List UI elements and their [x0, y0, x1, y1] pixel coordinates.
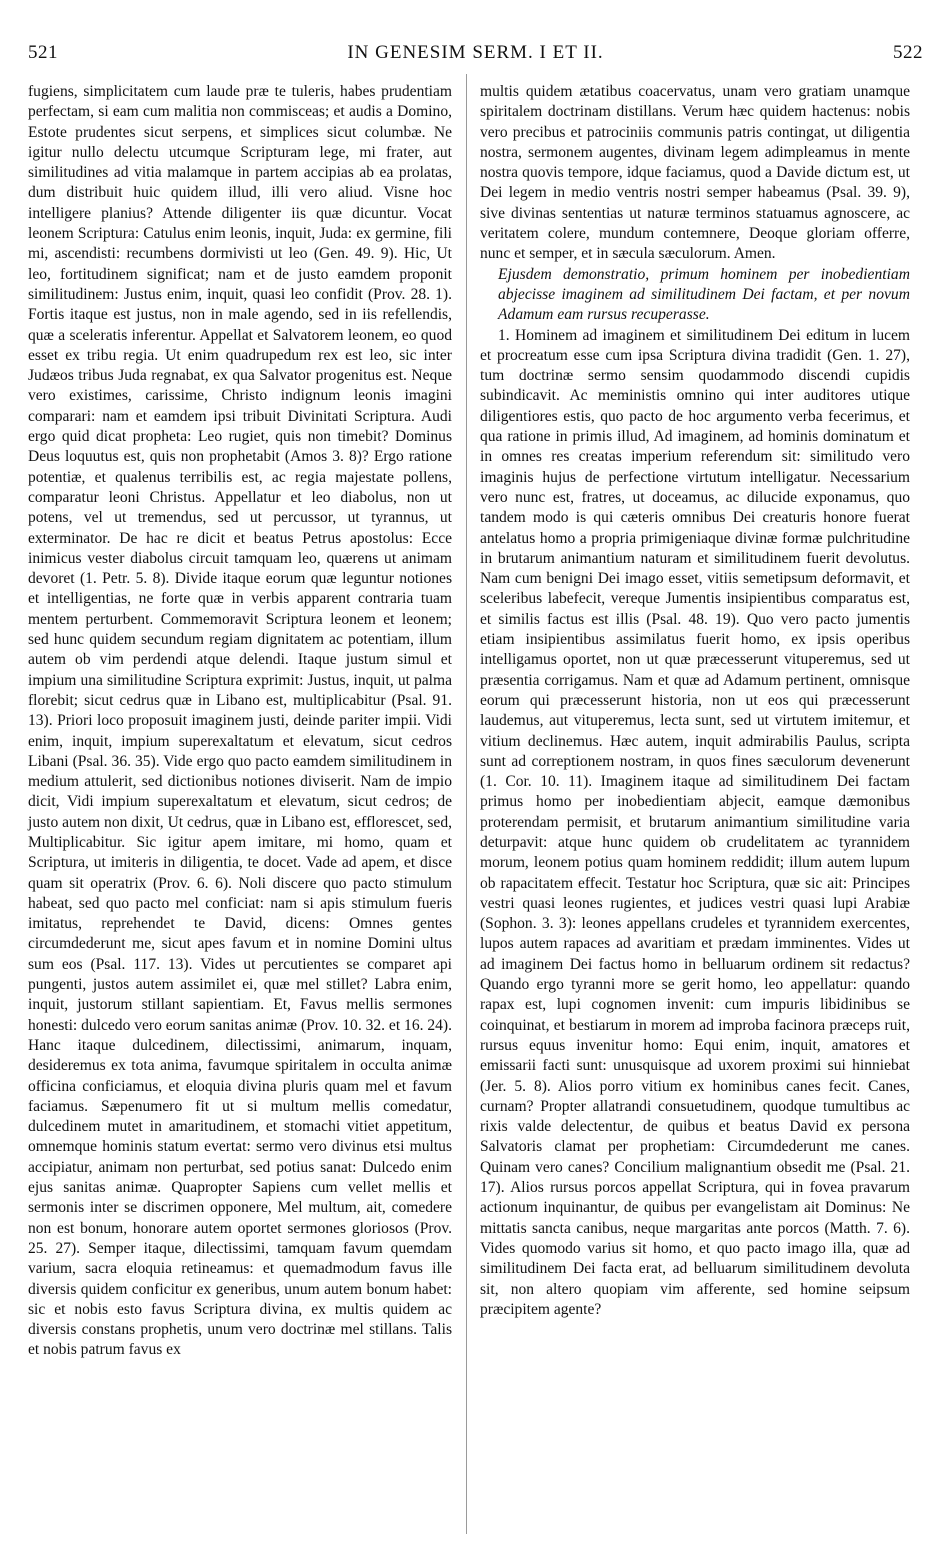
left-column — [28, 82, 452, 1361]
section-heading: Ejusdem demonstratio, primum hominem per inobedientiam abjecisse imaginem ad similitudinem Dei factam, et per novum Adamum eam rursus recuperasse. — [498, 265, 910, 324]
running-title: IN GENESIM SERM. I ET II. — [347, 42, 604, 63]
page-number-right: 522 — [893, 42, 923, 63]
column-divider — [466, 74, 467, 1534]
page-number-left: 521 — [28, 42, 58, 63]
right-column — [480, 82, 910, 1320]
left-column-text: fugiens, simplicitatem cum laude præ te tuleris, habes prudentiam perfectam, si eam cum malitia non commisceas; et audis a Domino, Estote prudentes sicut serpens, et simplices sicut columbæ. Ne igitur nullo delectu utcumque Scripturam lege, mi frater, aut similitudines ad vitia malamque in partem accipias ab ea prolatas, dum distribuit huic quidem illud, illi vero aliud. Visne hoc intelligere planius? Attende diligenter iis quæ dicuntur. Vocat leonem Scriptura: Catulus enim leonis, inquit, Juda: ex germine, fili mi, ascendisti: recumbens dormivisti ut leo (Gen. 49. 9). Hic, Ut leo, fortitudinem significat; nam et de justo eamdem proponit similitudinem: Justus enim, inquit, quasi leo confidit (Prov. 28. 1). Fortis itaque est justus, non in male agendo, sed in iis refellendis, quæ a sceleratis inferentur. Appellat et Salvatorem leonem, eo quod esset ex tribu regia. Ut enim quadrupedum rex est leo, sic inter Judæos tribus Juda regnabat, ex qua Salvator progenitus est. Neque vero existimes, carissime, Christo indignum leonis imagini comparari: nam et eamdem ipsi tribuit Divinitati Scriptura. Audi ergo quid dicat propheta: Leo rugiet, quis non timebit? Dominus Deus loquutus est, quis non prophetabit (Amos 3. 8)? Ergo ratione potentiæ, et qualenus terribilis est, ac regia majestate pollens, comparatur leoni Christus. Appellatur et leo diabolus, non ut potens, vel ut tremendus, sed ut percussor, ut tyrannus, ut exterminator. De hac re dicit et beatus Petrus apostolus: Ecce inimicus vester diabolus circuit tamquam leo, quærens ut animam devoret (1. Petr. 5. 8). Divide itaque eorum quæ leguntur notiones et intelligentias, ne forte quæ in verbis apparent contraria tuam mentem perturbent. Commemoravit Scriptura leonem et leonem; sed hunc quidem secundum regiam dignitatem ac potentiam, illum autem ob vim perdendi atque delendi. Itaque justum simul et impium una similitudine Scriptura exprimit: Justus, inquit, ut palma florebit; sicut cedrus quæ in Libano est, multiplicabitur (Psal. 91. 13). Priori loco proposuit imaginem justi, deinde pariter impii. Vidi enim, inquit, impium superexaltatum et elevatum, sicut cedros Libani (Psal. 36. 35). Vide ergo quo pacto eamdem similitudinem in medium attulerit, sed dictionibus notiones diviserit. Nam de impio dicit, Vidi impium superexaltatum et elevatum, sicut cedros; de justo autem non dixit, Ut cedrus, quæ in Libano est, efflorescet, sed, Multiplicabitur. Sic igitur apem imitare, mi homo, quam et Scriptura, ut imiteris in diligentia, te docet. Vade ad apem, et disce quam sit operatrix (Prov. 6. 6). Noli discere quo pacto stimulum habeat, sed quo pacto mel conficiat: nam si apis stimulum fueris imitatus, reprehendet te David, dicens: Omnes gentes circumdederunt me, sicut apes favum et in nomine Domini ultus sum eos (Psal. 117. 13). Vides ut percutientes se comparet api pungenti, justos autem assimilet ei, quæ mel stillet? Labra enim, inquit, justorum stillant sapientiam. Et, Favus mellis sermones honesti: dulcedo vero eorum sanitas animæ (Prov. 10. 32. et 16. 24). Hanc itaque dulcedinem, dilectissimi, animarum, inquam, desideremus ex tota anima, favumque spiritalem in occulta animæ officina conficiamus, et eloquia divina pluris quam mel et favum faciamus. Sæpenumero fit ut si multum mellis comedatur, dulcedinem mutet in amaritudinem, et stomachi vitiet appetitum, omnemque hominis statum evertat: sermo vero divinus etsi multus accipiatur, animam non perturbat, sed potius sanat: Dulcedo enim ejus sanitas animæ. Quapropter Sapiens cum vellet mellis et sermonis inter se discrimen opponere, Mel multum, ait, comedere non est bonum, honorare autem oportet sermones gloriosos (Prov. 25. 27). Semper itaque, dilectissimi, tamquam favum quemdam varium, sacra eloquia retineamus: et quemadmodum favus ille diversis quidem conficitur ex generibus, unum autem bonum habet: sic et nobis esto favus Scriptura divina, ex multis quidem ac diversis constans prophetis, unum vero doctrinæ mel stillans. Talis et nobis patrum favus ex — [28, 83, 452, 1359]
right-column-body: 1. Hominem ad imaginem et similitudinem Dei editum in lucem et procreatum esse cum ipsa Scriptura divina tradidit (Gen. 1. 27), tum doctrinæ sermo sensim quodammodo discendi cupidis subindicavit. Ac meministis omnino qui inter auditores utique diligentiores estis, quo pacto de hoc argumento verba fecerimus, et qua ratione in primis illud, Ad imaginem, ad hominis dominatum et in omnes res creatas imperium referendum sit: similitudo vero imaginis hujus de perfectione virtutum intelligatur. Necessarium vero nunc est, fratres, ut doceamus, ac dilucide exponamus, quo tandem modo is qui cæteris omnibus Dei creaturis honore fuerat antelatus homo a propria primigeniaque divinæ formæ pulchritudine in brutarum animantium naturam et similitudinem fuerit devolutus. Nam cum benigni Dei imago esset, vitiis semetipsum deformavit, et sceleribus labefecit, vereque Jumentis insipientibus comparatus est, et similis factus est illis (Psal. 48. 19). Quo vero pacto jumentis etiam insipientibus assimilatus fuerit homo, ex ipsis operibus intelligamus oportet, non ut quæ præcesserunt vituperemus, sed ut præsentia corrigamus. Nam et quæ ad Adamum pertinent, omnisque eorum qui præcesserunt historia, non ut eos qui præcesserunt laudemus, aut vituperemus, lecta sunt, sed ut virtutem imitemur, et vitium declinemus. Hæc autem, inquit admirabilis Paulus, scripta sunt ad correptionem nostram, in quos fines sæculorum devenerunt (1. Cor. 10. 11). Imaginem itaque ad similitudinem Dei factam primus homo per inobedientiam abjecit, eamque dæmonibus proterendam permisit, et brutarum animantium similitudine varia deturpavit: atque hunc quidem ob crudelitatem ac tyrannidem morum, leonem potius quam hominem reddidit; illum autem lupum ob rapacitatem effecit. Testatur hoc Scriptura, quæ sic ait: Principes vestri quasi leones rugientes, et judices vestri quasi lupi Arabiæ (Sophon. 3. 3): leones appellans crudeles et tyrannidem exercentes, lupos autem rapaces ad avaritiam et prædam imminentes. Vides ut ad imaginem Dei factus homo in belluarum ordinem sit redactus? Quando ergo tyranni more se gerit homo, leo appellatur: quando rapax est, lupi cognomen invenit: cum impuris libidinibus se coinquinat, et bestiarum in morem ad improba facinora præceps ruit, rursus equus invenitur homo: Equi enim, inquit, amatores et emissarii facti sunt: unusquisque ad uxorem proximi sui hinniebat (Jer. 5. 8). Alios porro vitium ex hominibus canes fecit. Canes, curnam? Propter allatrandi consuetudinem, quodque tumultibus ac rixis valde delectentur, de quibus et beatus David ex persona Salvatoris clamat per prophetiam: Circumdederunt me canes. Quinam vero canes? Concilium malignantium obsedit me (Psal. 21. 17). Alios rursus porcos appellat Scriptura, qui in fovea pravarum actionum inquinantur, de quibus per evangelistam ait Dominus: Ne mittatis sancta canibus, neque margaritas ante porcos (Matth. 7. 6). Vides quomodo varius sit homo, et quo pacto imago illa, quæ ad similitudinem Dei facta erat, ad belluarum similitudinem devoluta sit, non altero quopiam vim afferente, sed homine seipsum præcipitem agente? — [480, 326, 910, 1318]
right-column-continuation: multis quidem ætatibus coacervatus, unam vero gratiam unamque spiritalem doctrinam distillans. Verum hæc quidem hactenus: nobis vero precibus et patrociniis communis patris contingat, ut diligentia nostra, sermonem augentes, divinam legem adimpleamus in mente nostra quovis tempore, idque faciamus, quod a Davide dictum est, ut Dei legem in medio ventris nostri semper habeamus (Psal. 39. 9), sive divinas sententias ut naturæ terminos statuamus agnoscere, ac veritatem colere, mundum contemnere, Deoque gloriam offerre, nunc et semper, et in sæcula sæculorum. Amen. — [480, 83, 910, 263]
page-header — [28, 42, 923, 72]
